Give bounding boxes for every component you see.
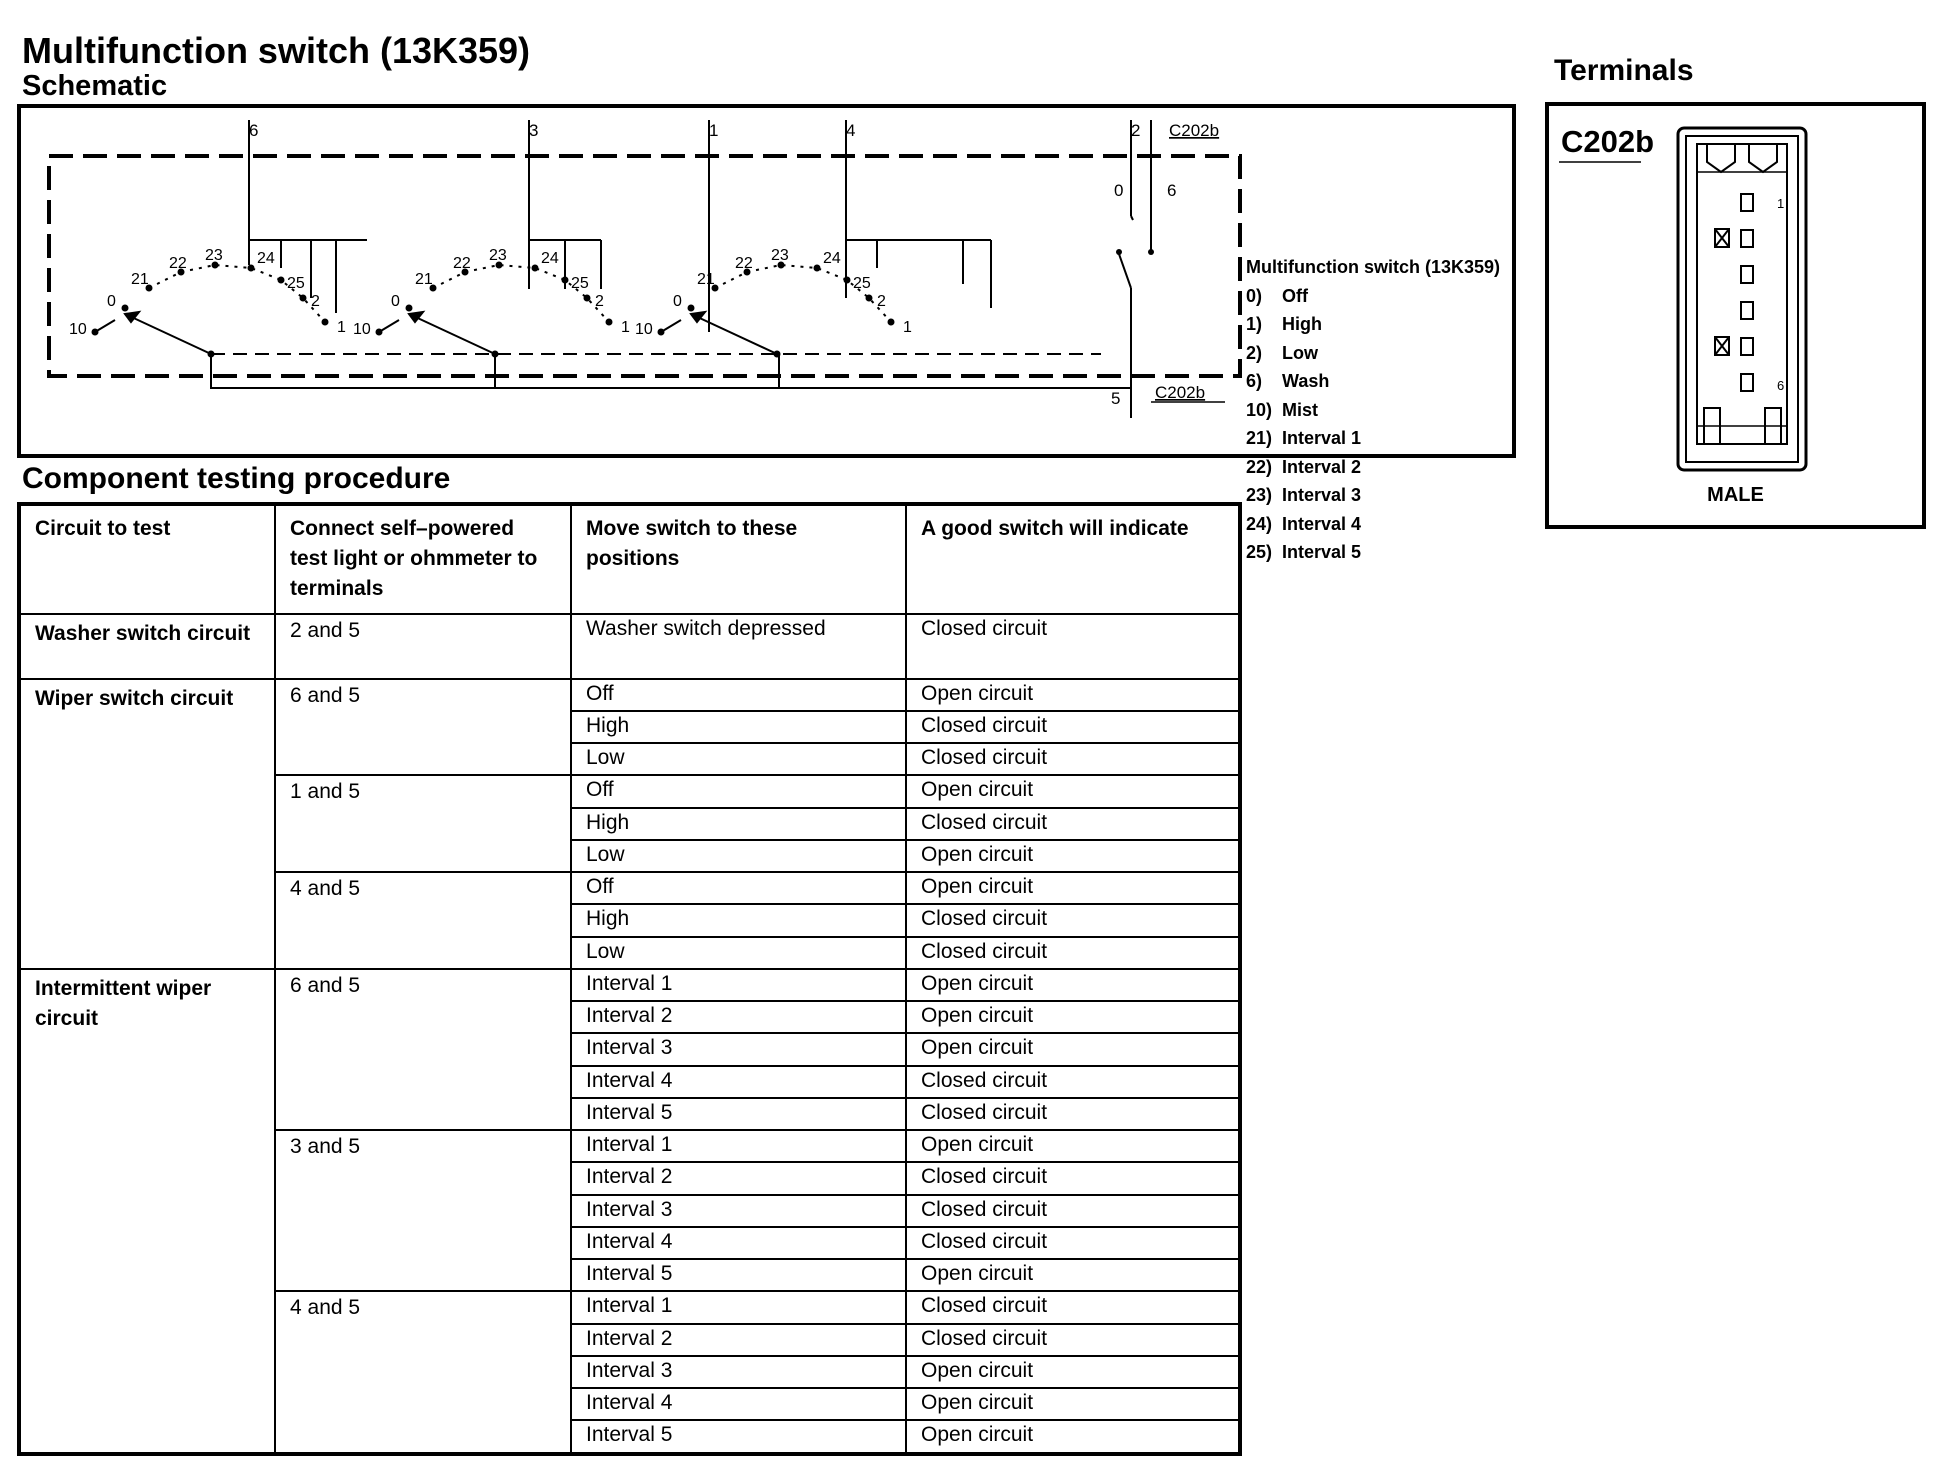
contact-label: 2: [595, 293, 604, 310]
circuit-cell: Intermittent wiper circuit: [19, 969, 275, 1454]
legend-item-number: 22): [1246, 456, 1273, 477]
legend-item-label: High: [1282, 314, 1322, 334]
switch-contact: [300, 295, 307, 302]
indication-cell: Open circuit: [906, 1033, 1240, 1065]
indication-cell: Closed circuit: [906, 743, 1240, 775]
circuit-cell: Washer switch circuit: [19, 614, 275, 679]
legend-item-number: 0): [1246, 285, 1263, 306]
terminals-cell: 1 and 5: [275, 775, 571, 872]
indication-cell: Closed circuit: [906, 904, 1240, 936]
table-row: [19, 679, 1240, 711]
connector-label-bottom: C202b: [1155, 383, 1206, 402]
switch-contact: [278, 277, 285, 284]
circuit-cell: Wiper switch circuit: [19, 679, 275, 969]
legend-item: [1246, 538, 1500, 567]
position-cell: Off: [571, 679, 906, 711]
switch-contact: [562, 277, 569, 284]
schematic-subtitle: Schematic: [22, 70, 168, 102]
header-circuit: Circuit to test: [19, 504, 275, 614]
indication-cell: Closed circuit: [906, 1291, 1240, 1323]
indication-cell: Closed circuit: [906, 808, 1240, 840]
table-header-row: [19, 504, 1240, 614]
connector-gender-label: MALE: [1707, 484, 1764, 506]
contact-label: 24: [257, 250, 275, 267]
pin-cavity: [1741, 338, 1753, 355]
switch-contact: [122, 305, 129, 312]
contact-label: 21: [697, 271, 715, 288]
header-indication: A good switch will indicate: [906, 504, 1240, 614]
terminal-label-5: 5: [1111, 389, 1121, 408]
position-cell: Interval 1: [571, 1291, 906, 1323]
contact-label: 21: [131, 271, 149, 288]
indication-cell: Open circuit: [906, 969, 1240, 1001]
wash-contact-wash-label: 6: [1167, 181, 1177, 200]
wash-contact-off-label: 0: [1114, 181, 1124, 200]
terminal-label-6: 6: [249, 121, 259, 140]
legend-item: [1246, 510, 1500, 539]
legend-item-number: 10): [1246, 399, 1273, 420]
indication-cell: Open circuit: [906, 1001, 1240, 1033]
contact-label: 23: [771, 247, 789, 264]
pin-cavity: [1741, 194, 1753, 211]
terminals-cell: 3 and 5: [275, 1130, 571, 1291]
position-cell: Interval 2: [571, 1324, 906, 1356]
legend-item-number: 2): [1246, 342, 1263, 363]
terminal-label-3: 3: [529, 121, 539, 140]
legend-item: [1246, 424, 1500, 453]
table-row: [19, 969, 1240, 1001]
indication-cell: Closed circuit: [906, 1227, 1240, 1259]
legend-item: [1246, 339, 1500, 368]
switch-contact: [248, 265, 255, 272]
indication-cell: Closed circuit: [906, 711, 1240, 743]
switch-contact: [844, 277, 851, 284]
contact-label: 1: [621, 319, 630, 336]
terminals-title: Terminals: [1554, 54, 1694, 87]
legend-item: [1246, 282, 1500, 311]
legend-item-label: Mist: [1282, 399, 1318, 420]
connector-pins: [1715, 194, 1753, 391]
legend-item-label: Wash: [1282, 371, 1330, 391]
indication-cell: Open circuit: [906, 1356, 1240, 1388]
indication-cell: Open circuit: [906, 1130, 1240, 1162]
indication-cell: Open circuit: [906, 1388, 1240, 1420]
contact-label: 1: [337, 319, 346, 336]
terminals-panel: [1545, 102, 1926, 529]
page-title: Multifunction switch (13K359): [22, 30, 531, 71]
legend-item-label: Interval 4: [1282, 513, 1362, 534]
terminals-cell: 2 and 5: [275, 614, 571, 679]
contact-label: 10: [635, 321, 653, 338]
legend-item-label: Off: [1282, 285, 1308, 306]
position-cell: Interval 5: [571, 1420, 906, 1454]
legend-item-number: 24): [1246, 513, 1273, 534]
legend-item: [1246, 396, 1500, 425]
terminal-label-1: 1: [709, 121, 719, 140]
indication-cell: Closed circuit: [906, 614, 1240, 679]
legend-item: [1246, 367, 1500, 396]
contact-label: 21: [415, 271, 433, 288]
position-cell: Low: [571, 937, 906, 969]
position-cell: Off: [571, 775, 906, 807]
switch-contact: [658, 329, 665, 336]
indication-cell: Closed circuit: [906, 1098, 1240, 1130]
connector-label-top: C202b: [1169, 121, 1220, 140]
terminal-label-2: 2: [1131, 121, 1141, 140]
pin-label-6: 6: [1777, 378, 1785, 393]
connector-face-diagram: [1549, 106, 1922, 525]
pin-cavity: [1741, 230, 1753, 247]
legend-item-label: Interval 1: [1282, 428, 1362, 448]
procedure-section-title: Component testing procedure: [22, 462, 451, 495]
position-cell: Interval 3: [571, 1033, 906, 1065]
terminals-cell: 6 and 5: [275, 679, 571, 776]
legend-item-number: 1): [1246, 314, 1263, 334]
component-testing-table: [17, 502, 1242, 1456]
pin-label-1: 1: [1777, 196, 1785, 211]
pin-cavity: [1741, 374, 1753, 391]
position-cell: Off: [571, 872, 906, 904]
position-cell: High: [571, 904, 906, 936]
contact-label: 25: [853, 275, 871, 292]
contact-label: 23: [489, 247, 507, 264]
table-row: [19, 614, 1240, 679]
indication-cell: Open circuit: [906, 1259, 1240, 1291]
position-cell: Low: [571, 840, 906, 872]
legend-item-label: Low: [1282, 342, 1318, 363]
position-cell: Interval 4: [571, 1388, 906, 1420]
switch-contact: [376, 329, 383, 336]
position-cell: Low: [571, 743, 906, 775]
legend-item-label: Interval 3: [1282, 485, 1362, 505]
indication-cell: Closed circuit: [906, 1066, 1240, 1098]
switch-contact: [532, 265, 539, 272]
position-cell: High: [571, 808, 906, 840]
legend-item-label: Interval 2: [1282, 456, 1362, 477]
position-cell: Washer switch depressed: [571, 614, 906, 679]
position-cell: Interval 4: [571, 1066, 906, 1098]
terminals-cell: 4 and 5: [275, 872, 571, 969]
legend-item-number: 25): [1246, 542, 1273, 562]
contact-label: 23: [205, 247, 223, 264]
switch-contact: [406, 305, 413, 312]
contact-label: 24: [823, 250, 841, 267]
legend-title: Multifunction switch (13K359): [1246, 257, 1501, 277]
position-cell: Interval 3: [571, 1356, 906, 1388]
position-cell: Interval 5: [571, 1259, 906, 1291]
contact-label: 2: [311, 293, 320, 310]
contact-label: 22: [735, 255, 753, 272]
position-cell: Interval 1: [571, 1130, 906, 1162]
contact-label: 22: [453, 255, 471, 272]
position-cell: Interval 4: [571, 1227, 906, 1259]
switch-contact: [688, 305, 695, 312]
contact-label: 25: [571, 275, 589, 292]
indication-cell: Closed circuit: [906, 1324, 1240, 1356]
contact-label: 22: [169, 255, 187, 272]
terminal-label-4: 4: [846, 121, 856, 140]
contact-label: 10: [353, 321, 371, 338]
position-cell: Interval 2: [571, 1001, 906, 1033]
pin-cavity: [1741, 302, 1753, 319]
indication-cell: Closed circuit: [906, 1162, 1240, 1194]
terminals-cell: 4 and 5: [275, 1291, 571, 1454]
legend-item: [1246, 453, 1500, 482]
legend-item-number: 21): [1246, 428, 1273, 448]
position-cell: Interval 2: [571, 1162, 906, 1194]
switch-contact: [866, 295, 873, 302]
header-positions: Move switch to these positions: [571, 504, 906, 614]
position-cell: Interval 5: [571, 1098, 906, 1130]
pin-cavity: [1741, 266, 1753, 283]
indication-cell: Open circuit: [906, 840, 1240, 872]
contact-label: 2: [877, 293, 886, 310]
contact-label: 0: [673, 293, 682, 310]
indication-cell: Closed circuit: [906, 937, 1240, 969]
switch-contact: [814, 265, 821, 272]
switch-contact: [322, 319, 329, 326]
indication-cell: Open circuit: [906, 775, 1240, 807]
contact-label: 0: [391, 293, 400, 310]
legend-item: [1246, 310, 1500, 339]
contact-label: 10: [69, 321, 87, 338]
legend-item-number: 6): [1246, 371, 1263, 391]
switch-contact: [92, 329, 99, 336]
indication-cell: Open circuit: [906, 872, 1240, 904]
contact-label: 25: [287, 275, 305, 292]
terminals-cell: 6 and 5: [275, 969, 571, 1130]
indication-cell: Open circuit: [906, 1420, 1240, 1454]
legend-item-label: Interval 5: [1282, 542, 1362, 562]
position-cell: Interval 3: [571, 1195, 906, 1227]
header-terminals: Connect self–powered test light or ohmmeter to terminals: [275, 504, 571, 614]
switch-contact: [606, 319, 613, 326]
contact-label: 1: [903, 319, 912, 336]
switch-contact: [584, 295, 591, 302]
indication-cell: Closed circuit: [906, 1195, 1240, 1227]
switch-contact: [888, 319, 895, 326]
contact-label: 24: [541, 250, 559, 267]
legend-item: [1246, 481, 1500, 510]
schematic-legend: [1246, 253, 1500, 567]
position-cell: High: [571, 711, 906, 743]
contact-label: 0: [107, 293, 116, 310]
legend-item-number: 23): [1246, 485, 1273, 505]
indication-cell: Open circuit: [906, 679, 1240, 711]
connector-id: C202b: [1561, 124, 1655, 159]
position-cell: Interval 1: [571, 969, 906, 1001]
